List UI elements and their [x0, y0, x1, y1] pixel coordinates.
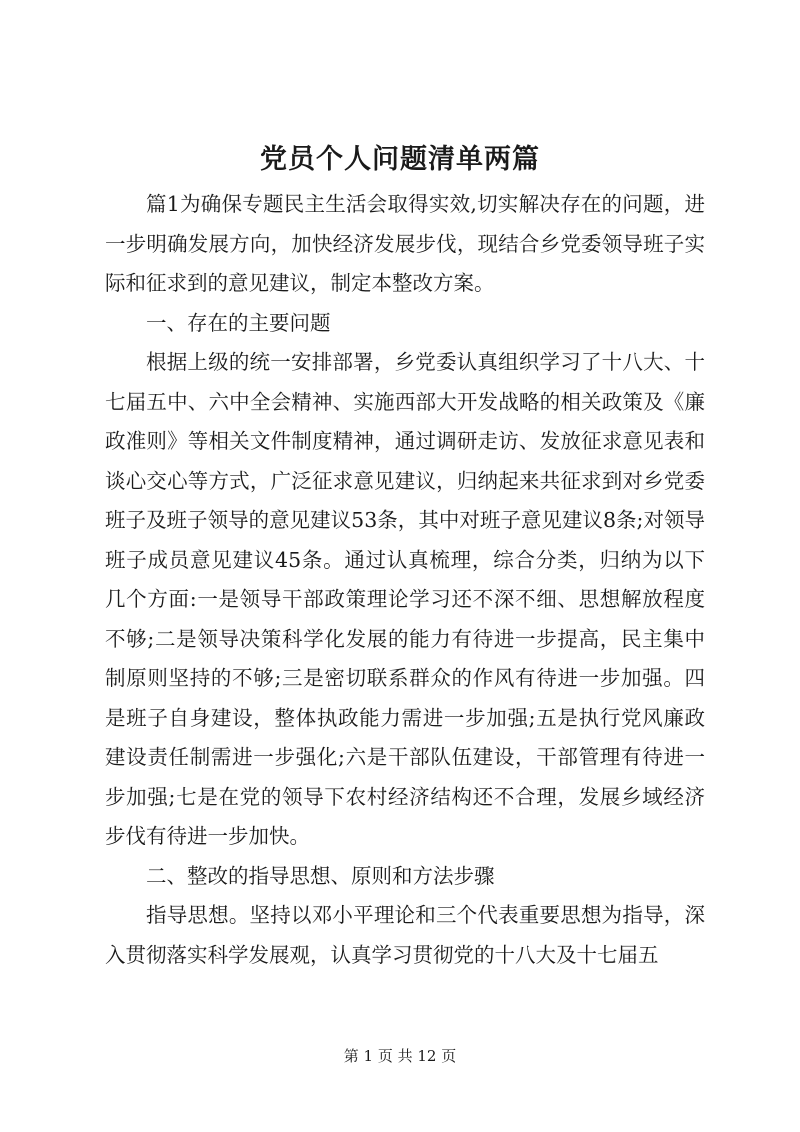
paragraph-intro: 篇1为确保专题民主生活会取得实效,切实解决存在的问题，进一步明确发展方向，加快经济发展步伐，现结合乡党委领导班子实际和征求到的意见建议，制定本整改方案。: [105, 192, 705, 295]
section-heading-guidance: 二、整改的指导思想、原则和方法步骤: [146, 863, 495, 888]
document-body: [105, 185, 705, 975]
section-heading-problems: 一、存在的主要问题: [146, 310, 331, 335]
page-number: 第 1 页 共 12 页: [343, 1047, 457, 1065]
paragraph-problems: 根据上级的统一安排部署，乡党委认真组织学习了十八大、十七届五中、六中全会精神、实施西部大开发战略的相关政策及《廉政准则》等相关文件制度精神，通过调研走访、发放征求意见表和谈心交心等方式，广泛征求意见建议，归纳起来共征求到对乡党委班子及班子领导的意见建议53条，其中对班子意见建议8条;对领导班子成员意见建议45条。通过认真梳理，综合分类，归纳为以下几个方面:一是领导干部政策理论学习还不深不细、思想解放程度不够;二是领导决策科学化发展的能力有待进一步提高，民主集中制原则坚持的不够;三是密切联系群众的作风有待进一步加强。四是班子自身建设，整体执政能力需进一步加强;五是执行党风廉政建设责任制需进一步强化;六是干部队伍建设，干部管理有待进一步加强;七是在党的领导下农村经济结构还不合理，发展乡域经济步伐有待进一步加快。: [105, 350, 705, 848]
document-title: 党员个人问题清单两篇: [260, 144, 540, 175]
paragraph-guidance: 指导思想。坚持以邓小平理论和三个代表重要思想为指导，深入贯彻落实科学发展观，认真学习贯彻党的十八大及十七届五: [105, 903, 705, 967]
